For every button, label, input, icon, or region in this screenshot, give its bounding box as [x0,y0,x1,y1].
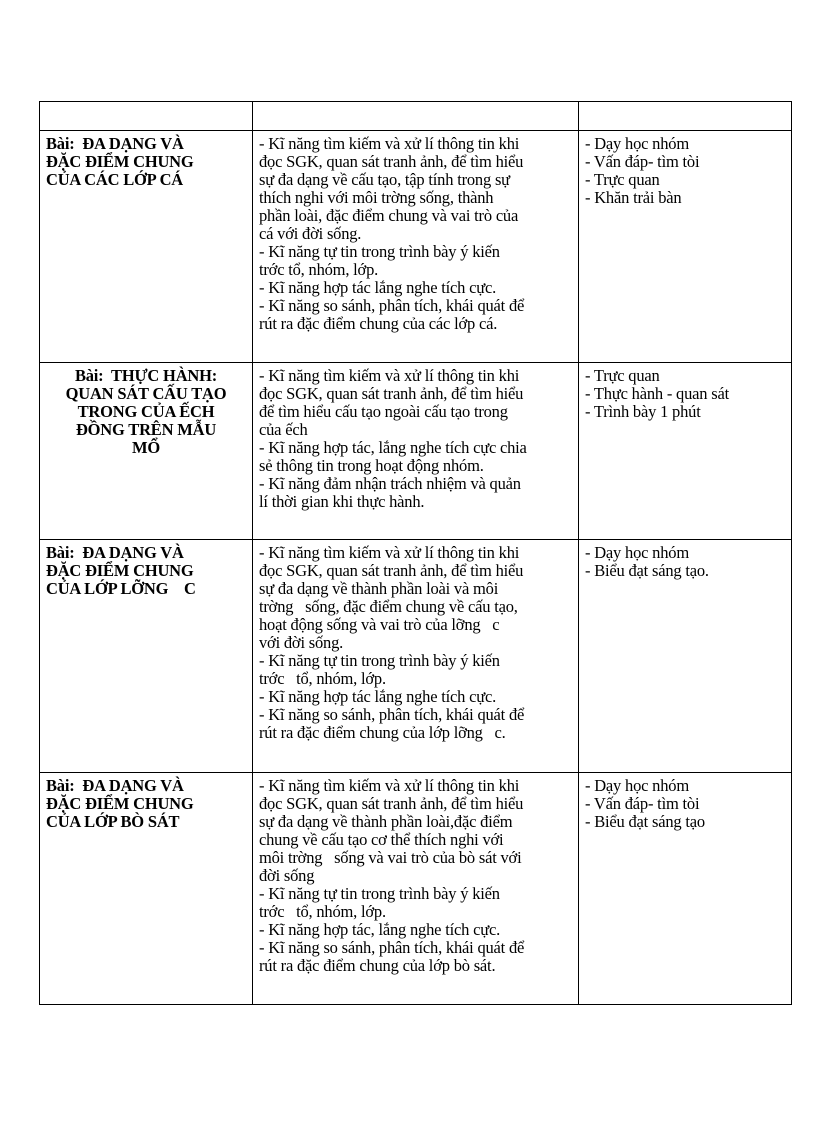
method-line: - Trình bày 1 phút [585,402,701,421]
skill-line: sẻ thông tin trong hoạt động nhóm. [259,456,484,475]
lesson-title-line: CỦA LỚP LỠNG C [46,579,196,598]
skill-line: trớc tổ, nhóm, lớp. [259,902,386,921]
skill-line: để tìm hiểu cấu tạo ngoài cấu tạo trong [259,402,508,421]
skill-line: đọc SGK, quan sát tranh ảnh, để tìm hiểu [259,794,524,813]
skill-line: - Kĩ năng tìm kiếm và xử lí thông tin khi [259,543,520,562]
skills-cell [253,363,579,540]
skill-line: - Kĩ năng tự tin trong trình bày ý kiến [259,242,500,261]
table-row [40,773,792,1005]
skill-line: - Kĩ năng tự tin trong trình bày ý kiến [259,651,500,670]
table-row [40,363,792,540]
skill-line: môi trờng sống và vai trò của bò sát với [259,848,522,867]
skill-line: rút ra đặc điểm chung của các lớp cá. [259,314,498,333]
method-line: - Trực quan [585,366,660,385]
skill-line: - Kĩ năng hợp tác lắng nghe tích cực. [259,278,497,297]
lesson-title-line [46,367,246,385]
lesson-title-line: QUAN SÁT CẤU TẠO [65,384,227,403]
skills-cell [253,773,579,1005]
lesson-title-cell [40,773,253,1005]
method-line: - Thực hành - quan sát [585,384,729,403]
lesson-title-line: CỦA CÁC LỚP CÁ [46,170,183,189]
lesson-title-line: TRONG CỦA ẾCH [77,402,215,421]
lesson-title-cell [40,363,253,540]
method-line: - Biểu đạt sáng tạo [585,812,705,831]
table-row [40,131,792,363]
skill-line: - Kĩ năng hợp tác, lắng nghe tích cực chia [259,438,527,457]
header-cell-lesson [40,102,253,131]
skill-line: trờng sống, đặc điểm chung về cấu tạo, [259,597,518,616]
lesson-title-line [46,135,246,153]
skill-line: rút ra đặc điểm chung của lớp lỡng c. [259,723,506,742]
lesson-title-text: THỰC HÀNH: [111,366,218,385]
lesson-prefix: Bài: [46,134,75,153]
method-line: - Trực quan [585,170,660,189]
skill-line: sự đa dạng về cấu tạo, tập tính trong sự [259,170,510,189]
skill-line: sự đa dạng về thành phần loài và môi [259,579,499,598]
methods-cell [579,773,792,1005]
skill-line: - Kĩ năng so sánh, phân tích, khái quát để [259,938,525,957]
skill-line: - Kĩ năng tìm kiếm và xử lí thông tin khi [259,776,520,795]
lesson-prefix: Bài: [46,776,75,795]
lesson-title-line: ĐẶC ĐIỂM CHUNG [46,561,194,580]
skill-line: cá với đời sống. [259,224,362,243]
skill-line: sự đa dạng về thành phần loài,đặc điểm [259,812,513,831]
method-line: - Dạy học nhóm [585,134,689,153]
skill-line: của ếch [259,420,308,439]
lesson-prefix: Bài: [46,543,75,562]
lesson-title-line: ĐẶC ĐIỂM CHUNG [46,794,194,813]
skill-line: đọc SGK, quan sát tranh ảnh, để tìm hiểu [259,152,524,171]
skill-line: hoạt động sống và vai trò của lỡng c [259,615,500,634]
skill-line: - Kĩ năng hợp tác lắng nghe tích cực. [259,687,497,706]
skill-line: - Kĩ năng tìm kiếm và xử lí thông tin khi [259,134,520,153]
skill-line: - Kĩ năng tìm kiếm và xử lí thông tin khi [259,366,520,385]
skill-line: đọc SGK, quan sát tranh ảnh, để tìm hiểu [259,561,524,580]
method-line: - Biểu đạt sáng tạo. [585,561,709,580]
skills-cell [253,540,579,773]
method-line: - Dạy học nhóm [585,776,689,795]
lesson-title-line: ĐỒNG TRÊN MẪU [75,420,217,439]
skill-line: đọc SGK, quan sát tranh ảnh, để tìm hiểu [259,384,524,403]
lesson-title-line: CỦA LỚP BÒ SÁT [46,812,180,831]
skill-line: rút ra đặc điểm chung của lớp bò sát. [259,956,496,975]
methods-cell [579,363,792,540]
skill-line: - Kĩ năng đảm nhận trách nhiệm và quản [259,474,521,493]
skill-line: trớc tổ, nhóm, lớp. [259,260,379,279]
skill-line: - Kĩ năng tự tin trong trình bày ý kiến [259,884,500,903]
methods-cell [579,540,792,773]
skill-line: lí thời gian khi thực hành. [259,492,425,511]
lesson-title-line [46,544,246,562]
header-cell-methods [579,102,792,131]
lesson-title-cell [40,131,253,363]
lesson-title-line: MỔ [131,438,160,457]
method-line: - Vấn đáp- tìm tòi [585,794,700,813]
lesson-prefix: Bài: [74,366,104,385]
methods-cell [579,131,792,363]
lesson-table [39,101,792,1005]
skill-line: - Kĩ năng so sánh, phân tích, khái quát để [259,705,525,724]
lesson-title-cell [40,540,253,773]
lesson-title-text: ĐA DẠNG VÀ [82,776,184,795]
skill-line: - Kĩ năng so sánh, phân tích, khái quát để [259,296,525,315]
method-line: - Vấn đáp- tìm tòi [585,152,700,171]
skill-line: phần loài, đặc điểm chung và vai trò của [259,206,519,225]
lesson-title-text: ĐA DẠNG VÀ [82,543,184,562]
lesson-title-line: ĐẶC ĐIỂM CHUNG [46,152,194,171]
skill-line: thích nghi với môi trờng sống, thành [259,188,494,207]
skill-line: đời sống [259,866,315,885]
method-line: - Dạy học nhóm [585,543,689,562]
skill-line: - Kĩ năng hợp tác, lắng nghe tích cực. [259,920,500,939]
table-row [40,540,792,773]
table-header-row [40,102,792,131]
lesson-title-text: ĐA DẠNG VÀ [82,134,184,153]
header-cell-skills [253,102,579,131]
method-line: - Khăn trải bàn [585,188,682,207]
skill-line: chung về cấu tạo cơ thể thích nghi với [259,830,504,849]
lesson-title-line [46,777,246,795]
skill-line: với đời sống. [259,633,344,652]
skill-line: trớc tổ, nhóm, lớp. [259,669,386,688]
skills-cell [253,131,579,363]
